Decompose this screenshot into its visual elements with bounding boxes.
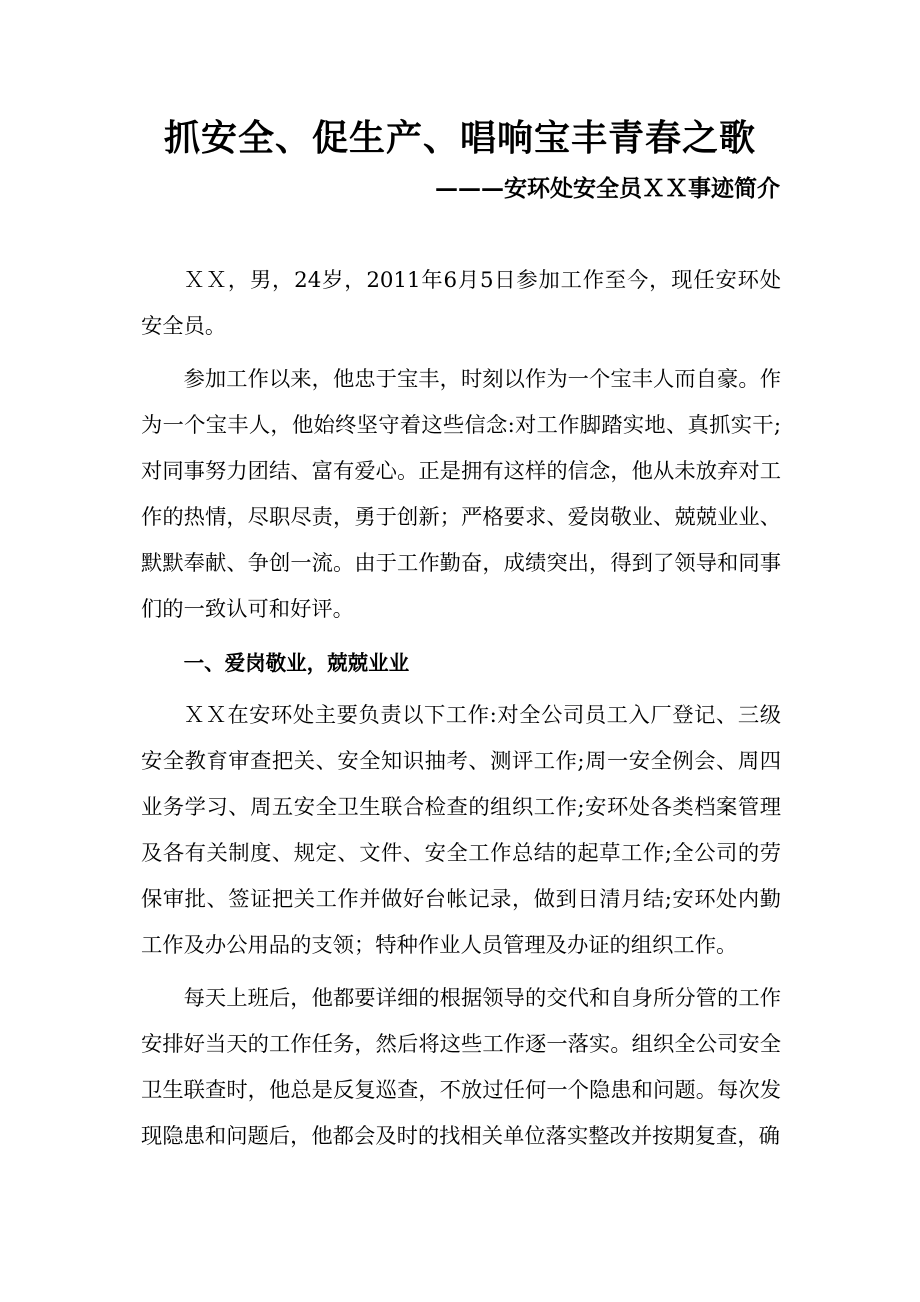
paragraph-beliefs: 参加工作以来，他忠于宝丰，时刻以作为一个宝丰人而自豪。作为一个宝丰人，他始终坚守着这些信念:对工作脚踏实地、真抓实干;对同事努力团结、富有爱心。正是拥有这样的信念，他从未放弃对工作的热情，尽职尽责，勇于创新；严格要求、爱岗敬业、兢兢业业、默默奉献、争创一流。由于工作勤奋，成绩突出，得到了领导和同事们的一致认可和好评。 — [141, 367, 781, 622]
paragraph-duties: ＸＸ在安环处主要负责以下工作:对全公司员工入厂登记、三级安全教育审查把关、安全知识抽考、测评工作;周一安全例会、周四业务学习、周五安全卫生联合检查的组织工作;安环处各类档案管理及各有关制度、规定、文件、安全工作总结的起草工作;全公司的劳保审批、签证把关工作并做好台帐记录，做到日清月结;安环处内勤工作及办公用品的支领；特种作业人员管理及办证的组织工作。 — [141, 703, 781, 958]
document-body — [141, 258, 781, 1167]
page-subtitle: ———安环处安全员ＸＸ事迹简介 — [435, 175, 780, 202]
page-title: 抓安全、促生产、唱响宝丰青春之歌 — [163, 117, 756, 159]
paragraph-daily-work: 每天上班后，他都要详细的根据领导的交代和自身所分管的工作安排好当天的工作任务，然后将这些工作逐一落实。组织全公司安全卫生联查时，他总是反复巡查，不放过任何一个隐患和问题。每次发现隐患和问题后，他都会及时的找相关单位落实整改并按期复查，确 — [141, 986, 781, 1149]
paragraph-intro: ＸＸ，男，24岁，2011年6月5日参加工作至今，现任安环处安全员。 — [141, 268, 781, 339]
section-heading: 一、爱岗敬业，兢兢业业 — [183, 651, 410, 675]
